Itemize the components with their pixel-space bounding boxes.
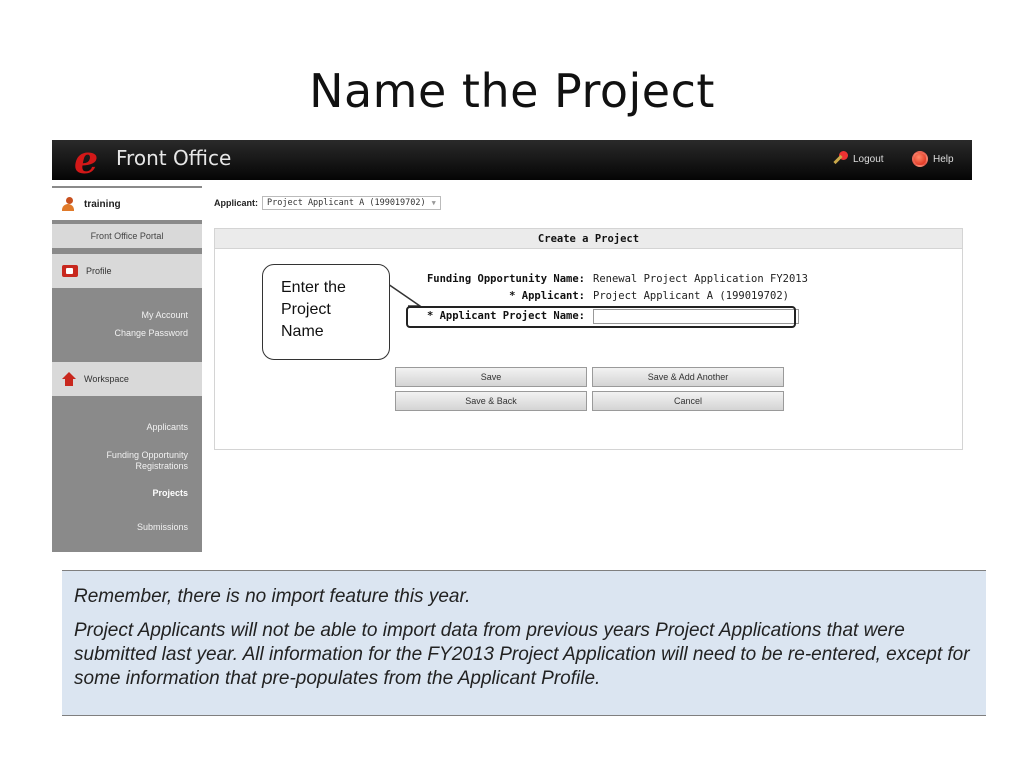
save-button[interactable]: Save	[395, 367, 587, 387]
callout-line1: Enter the	[281, 279, 346, 296]
sidebar-section-workspace[interactable]	[52, 362, 202, 396]
panel-title: Create a Project	[215, 229, 962, 249]
user-icon	[62, 197, 76, 211]
sidebar-user[interactable]	[52, 188, 202, 220]
logout-link[interactable]	[832, 148, 884, 170]
help-icon	[912, 151, 928, 167]
funding-opportunity-value: Renewal Project Application FY2013	[593, 273, 808, 285]
applicant-field-label: * Applicant:	[509, 290, 585, 302]
callout-box	[262, 264, 390, 360]
sidebar-item-my-account[interactable]: My Account	[141, 310, 188, 320]
home-icon	[62, 372, 76, 386]
app-title: Front Office	[116, 146, 232, 170]
app-screenshot	[52, 137, 972, 552]
sidebar-section-profile[interactable]	[52, 254, 202, 288]
funding-registrations-line1: Funding Opportunity	[106, 450, 188, 460]
profile-icon	[62, 265, 78, 277]
funding-opportunity-label: Funding Opportunity Name:	[426, 273, 585, 285]
sidebar-item-funding-registrations[interactable]	[48, 450, 188, 472]
note-paragraph: Project Applicants will not be able to import data from previous years Project Applications that were submitted last year. All information for the FY2013 Project Application will need to be re-entered, except for some information that pre-populates from the Applicant Profile.	[74, 620, 970, 689]
funding-registrations-line2: Registrations	[135, 461, 188, 471]
workspace-label: Workspace	[84, 374, 129, 384]
save-back-button[interactable]: Save & Back	[395, 391, 587, 411]
callout-line3: Name	[281, 323, 324, 340]
applicant-selector-row	[214, 196, 441, 210]
applicant-field-value: Project Applicant A (199019702)	[593, 290, 789, 302]
logout-label: Logout	[853, 153, 884, 165]
project-name-label: * Applicant Project Name:	[426, 310, 585, 322]
applicant-select-value: Project Applicant A (199019702)	[267, 198, 426, 208]
top-bar	[52, 137, 972, 182]
sidebar-item-applicants[interactable]: Applicants	[146, 422, 188, 432]
profile-label: Profile	[86, 266, 112, 276]
chevron-down-icon: ▼	[431, 199, 436, 207]
key-icon	[832, 151, 848, 167]
highlight-box	[406, 306, 796, 328]
applicant-select[interactable]	[262, 196, 441, 210]
save-add-another-button[interactable]: Save & Add Another	[592, 367, 784, 387]
applicant-label: Applicant:	[214, 198, 258, 208]
note-line1: Remember, there is no import feature this year.	[74, 586, 471, 607]
note-box	[62, 570, 986, 716]
app-logo: e	[74, 137, 99, 182]
callout-line2: Project	[281, 301, 331, 318]
cancel-button[interactable]: Cancel	[592, 391, 784, 411]
sidebar	[52, 186, 202, 552]
sidebar-item-change-password[interactable]: Change Password	[114, 328, 188, 338]
sidebar-item-projects[interactable]: Projects	[152, 488, 188, 498]
help-label: Help	[933, 153, 954, 165]
sidebar-item-submissions[interactable]: Submissions	[136, 522, 188, 532]
sidebar-item-front-office-portal[interactable]: Front Office Portal	[52, 224, 202, 248]
help-link[interactable]	[912, 148, 954, 170]
user-name: training	[84, 198, 121, 210]
slide-title: Name the Project	[309, 64, 715, 118]
